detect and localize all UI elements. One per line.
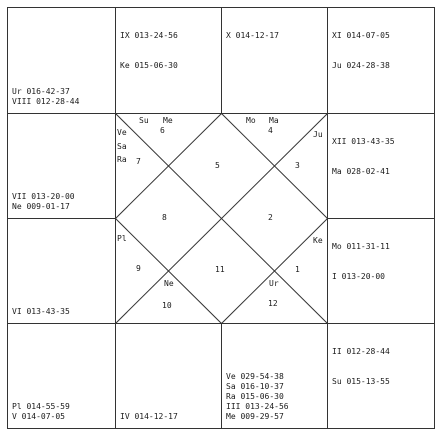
cell-line: Sa 016-10-37 (226, 382, 284, 391)
cell-line: Ra 015-06-30 (226, 392, 284, 401)
cell-line: II 012-28-44 (332, 347, 390, 356)
cell-line: XII 013-43-35 (332, 137, 395, 146)
house-number-9: 9 (136, 264, 141, 273)
cell-left-3 (8, 219, 115, 323)
cell-line: Ke 015-06-30 (120, 61, 178, 70)
planet-ne: Ne (164, 279, 174, 288)
planet-sa: Sa (117, 142, 127, 151)
cell-top-3 (222, 8, 327, 113)
cell-bottom-3 (222, 324, 327, 428)
house-number-1: 1 (295, 265, 300, 274)
cell-line: Pl 014-55-59 (12, 402, 70, 411)
planet-mo: Mo (246, 116, 256, 125)
cell-line: I 013-20-00 (332, 272, 385, 281)
house-number-6: 6 (160, 126, 165, 135)
planet-ur: Ur (269, 279, 279, 288)
cell-line: Ne 009-01-17 (12, 202, 70, 211)
planet-su: Su (139, 116, 149, 125)
planet-ra: Ra (117, 155, 127, 164)
cell-right-3 (328, 219, 434, 323)
cell-line: Mo 011-31-11 (332, 242, 390, 251)
planet-ke: Ke (313, 236, 323, 245)
house-number-5: 5 (215, 161, 220, 170)
house-number-2: 2 (268, 213, 273, 222)
planet-ve: Ve (117, 128, 127, 137)
cell-top-right (328, 8, 434, 113)
cell-bottom-right (328, 324, 434, 428)
planet-ma: Ma (269, 116, 279, 125)
cell-bottom-left (8, 324, 115, 428)
cell-line: VI 013-43-35 (12, 307, 70, 316)
house-number-10: 10 (162, 301, 172, 310)
house-number-3: 3 (295, 161, 300, 170)
cell-top-left (8, 8, 115, 113)
cell-line: III 013-24-56 (226, 402, 289, 411)
cell-line: IX 013-24-56 (120, 31, 178, 40)
house-number-11: 11 (215, 265, 225, 274)
cell-left-2 (8, 114, 115, 218)
cell-right-2 (328, 114, 434, 218)
cell-line: Ur 016-42-37 (12, 87, 70, 96)
cell-line: X 014-12-17 (226, 31, 279, 40)
cell-line: VII 013-20-00 (12, 192, 75, 201)
house-number-12: 12 (268, 299, 278, 308)
cell-line: Me 009-29-57 (226, 412, 284, 421)
house-number-7: 7 (136, 157, 141, 166)
cell-line: V 014-07-05 (12, 412, 65, 421)
planet-me: Me (163, 116, 173, 125)
cell-line: Ju 024-28-38 (332, 61, 390, 70)
planet-ju: Ju (313, 130, 323, 139)
planet-pl: Pl (117, 234, 127, 243)
cell-line: Ma 028-02-41 (332, 167, 390, 176)
cell-line: IV 014-12-17 (120, 412, 178, 421)
house-number-8: 8 (162, 213, 167, 222)
cell-line: Ve 029-54-38 (226, 372, 284, 381)
cell-line: VIII 012-28-44 (12, 97, 80, 106)
cell-top-2 (116, 8, 221, 113)
house-number-4: 4 (268, 126, 273, 135)
cell-line: Su 015-13-55 (332, 377, 390, 386)
cell-line: XI 014-07-05 (332, 31, 390, 40)
cell-bottom-2 (116, 324, 221, 428)
